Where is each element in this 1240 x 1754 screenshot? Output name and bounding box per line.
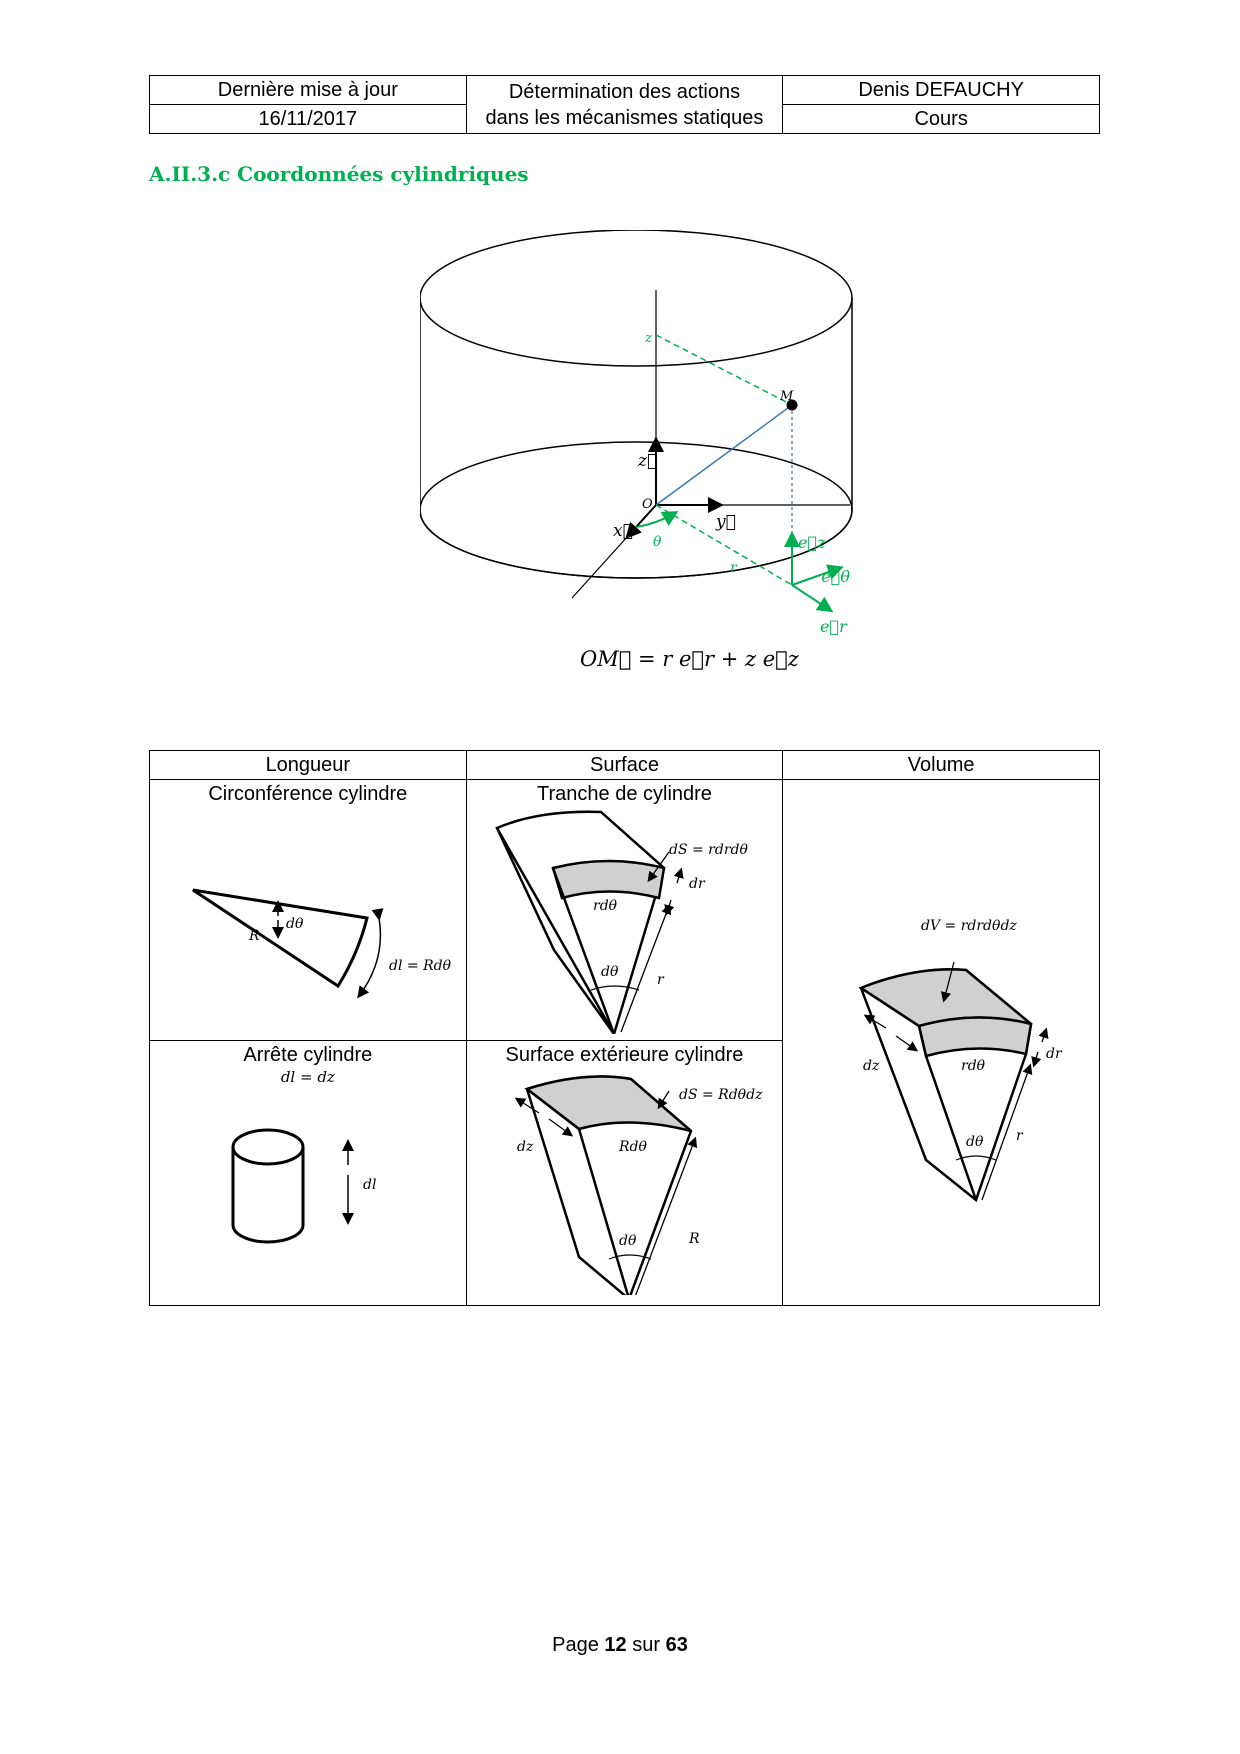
- volume-dr-arrow-down: [1034, 1052, 1038, 1065]
- z-projection: [656, 335, 792, 405]
- volume-figure: [786, 780, 1096, 1278]
- header-longueur: Longueur: [150, 751, 467, 780]
- surface-ext-ds-pointer: [659, 1091, 669, 1107]
- title-line-2: dans les mécanismes statiques: [485, 106, 764, 129]
- m-label: M: [780, 389, 794, 404]
- x-vector-label: x⃗: [613, 521, 633, 541]
- cylinder-body: [420, 298, 852, 578]
- arrete-subtitle: dl = dz: [280, 1068, 335, 1086]
- r-label: r: [730, 560, 737, 576]
- cell-tranche: [466, 780, 783, 1041]
- surface-exterieure-title: Surface extérieure cylindre: [505, 1044, 744, 1066]
- theta-label: θ: [653, 534, 662, 550]
- om-vector: [656, 405, 792, 505]
- volume-dv-label: dV = rdrdθdz: [921, 918, 1017, 934]
- volume-r-label: r: [1016, 1128, 1023, 1144]
- surface-ext-r-label: R: [689, 1231, 701, 1247]
- author: Denis DEFAUCHY: [783, 76, 1100, 105]
- e-r-label: e⃗r: [820, 617, 847, 636]
- arrete-dl-label: dl: [362, 1177, 377, 1193]
- tranche-dtheta-label: dθ: [601, 964, 619, 980]
- surface-ext-dz-label: dz: [517, 1139, 534, 1155]
- tranche-dr-label: dr: [689, 876, 706, 892]
- e-r-vector: [792, 585, 830, 610]
- volume-dtheta-label: dθ: [966, 1134, 984, 1150]
- tranche-back: [497, 812, 664, 1034]
- cell-surface-exterieure: [466, 1041, 783, 1306]
- footer-prefix: Page: [552, 1634, 599, 1656]
- cylinder-top: [420, 230, 852, 366]
- origin-label: O: [642, 497, 653, 512]
- tranche-ds-label: dS = rdrdθ: [669, 842, 749, 858]
- tranche-figure: [469, 808, 779, 1034]
- cylinder-base: [420, 442, 852, 578]
- tranche-dr-arrow-up: [677, 870, 681, 883]
- cell-volume: [783, 780, 1100, 1306]
- arrete-title: Arrête cylindre: [243, 1044, 373, 1066]
- cell-arrete: [150, 1041, 467, 1306]
- section-title: A.II.3.c Coordonnées cylindriques: [149, 162, 529, 186]
- volume-dr-arrow-up: [1042, 1030, 1046, 1042]
- z-coordinate-label: z: [645, 331, 652, 346]
- current-page: 12: [604, 1634, 627, 1656]
- y-vector-label: y⃗: [716, 512, 736, 532]
- arrete-figure: [153, 1085, 463, 1295]
- volume-rdtheta-label: rdθ: [961, 1058, 986, 1074]
- surface-ext-rdtheta-label: Rdθ: [619, 1139, 648, 1155]
- e-z-label: e⃗z: [798, 533, 826, 552]
- volume-dz-label: dz: [863, 1058, 880, 1074]
- differential-elements-table: [149, 750, 1100, 1306]
- update-label: Dernière mise à jour: [150, 76, 467, 105]
- title-line-1: Détermination des actions: [508, 80, 741, 103]
- doc-type: Cours: [783, 105, 1100, 134]
- surface-ext-ds-label: dS = Rdθdz: [679, 1087, 763, 1103]
- tranche-r-label: r: [657, 972, 665, 988]
- cell-circonference: [150, 780, 467, 1041]
- header-table: [149, 75, 1100, 134]
- document-title: [466, 76, 783, 134]
- tranche-title: Tranche de cylindre: [537, 783, 712, 805]
- circonference-figure: [153, 808, 463, 1034]
- tranche-strip: [553, 861, 664, 898]
- footer-mid: sur: [632, 1634, 661, 1656]
- circonference-sector: [193, 890, 367, 986]
- circ-r-label: R: [248, 928, 260, 944]
- surface-exterieure-figure: [469, 1069, 779, 1295]
- volume-dr-label: dr: [1046, 1046, 1062, 1062]
- header-volume: Volume: [783, 751, 1100, 780]
- cylindrical-coordinates-figure: [420, 230, 860, 690]
- circonference-title: Circonférence cylindre: [208, 783, 408, 805]
- om-equation: OM⃗ = r e⃗r + z e⃗z: [580, 647, 799, 671]
- total-pages: 63: [665, 1634, 688, 1656]
- circ-dl-label: dl = Rdθ: [388, 958, 451, 974]
- header-surface: Surface: [466, 751, 783, 780]
- circ-dtheta-label: dθ: [285, 916, 304, 932]
- z-vector-label: z⃗: [638, 451, 658, 471]
- page-footer: [0, 1634, 1240, 1657]
- arrete-cylinder-top: [233, 1130, 303, 1164]
- surface-ext-dtheta-label: dθ: [619, 1233, 637, 1249]
- tranche-rdtheta-label: rdθ: [593, 898, 618, 914]
- e-theta-label: e⃗θ: [821, 567, 850, 586]
- update-date: 16/11/2017: [150, 105, 467, 134]
